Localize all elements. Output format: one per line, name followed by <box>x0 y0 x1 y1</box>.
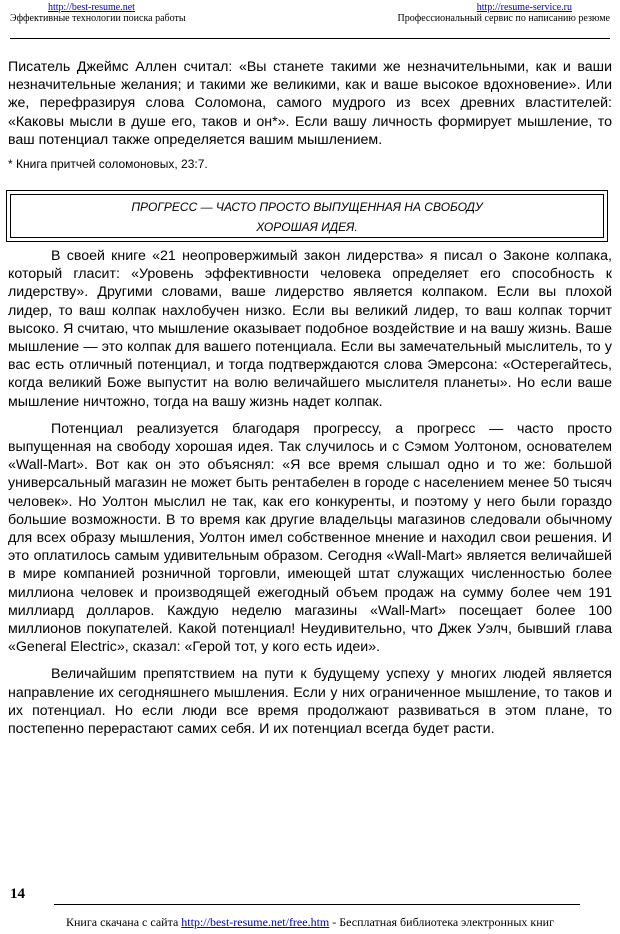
header-right-text: Профессиональный сервис по написанию резюме <box>397 13 610 24</box>
page-number: 14 <box>10 886 25 902</box>
header-left-text: Эффективные технологии поиска работы <box>10 13 186 24</box>
intro-block <box>8 58 612 172</box>
footer-link[interactable]: http://best-resume.net/free.htm <box>181 915 330 929</box>
header-captions <box>10 13 610 25</box>
section-title <box>10 194 604 238</box>
body-paragraph-1: В своей книге «21 неопровержимый закон лидерства» я писал о Законе колпака, который гласит: «Уровень эффективности человека определяет его способность к лидерству». Другими словами, ваше лидерство является колпаком. Если вы плохой лидер, то ваш колпак нахлобучен низко. Если вы великий лидер, то ваш колпак торчит высоко. Я считаю, что мышление оказывает подобное воздействие и на вашу жизнь. Ваше мышление — это колпак для вашего потенциала. Если вы замечательный мыслитель, то у вас есть отличный потенциал, и тогда подтверждаются слова Эмерсона: «Остерегайтесь, когда великий Боже выпустит на волю величайшего мыслителя планеты». Но если ваше мышление ничтожно, тогда на вашу жизнь надет колпак. <box>8 248 612 410</box>
section-title-line1: ПРОГРЕСС — ЧАСТО ПРОСТО ВЫПУЩЕННАЯ НА СВОБОДУ <box>131 200 483 214</box>
body-paragraph-2: Потенциал реализуется благодаря прогрессу, а прогресс — часто просто выпущенная на свободу хорошая идея. Так случилось и с Сэмом Уолтоном, основателем «Wall-Mart». Вот как он это объяснял: «Я все время слышал одно и то же: большой универсальный магазин не может быть рентабелен в городе с населением менее 50 тысяч человек». Но Уолтон мыслил не так, как его конкуренты, и поэтому у него были гораздо большие возможности. В то время как другие владельцы магазинов следовали обычному для всех образу мышления, Уолтон имел собственное мнение и находил свои решения. И это оплатилось самым удивительным образом. Сегодня «Wall-Mart» является величайшей в мире компанией розничной торговли, имеющей штат служащих численностью более миллиона человек и производящей ежегодный объем продаж на сумму более чем 191 миллиард долларов. Каждую неделю магазины «Wall-Mart» посещает более 100 миллионов покупателей. Какой потенциал! Неудивительно, что Джек Уэлч, бывший глава «General Electric», сказал: «Герой тот, у кого есть идеи». <box>8 420 612 656</box>
header-left-link[interactable]: http://best-resume.net <box>48 2 135 13</box>
section-title-box <box>6 190 608 242</box>
body-text <box>8 247 612 738</box>
footer-prefix: Книга скачана с сайта <box>66 915 182 929</box>
footer <box>0 915 620 930</box>
footnote: * Книга притчей соломоновых, 23:7. <box>8 157 208 172</box>
header-right-link[interactable]: http://resume-service.ru <box>476 2 572 13</box>
intro-paragraph: Писатель Джеймс Аллен считал: «Вы станете такими же незначительными, как и ваши незначительные желания; и такими же великими, как и ваше высокое вдохновение». Или же, перефразируя слова Соломона, самого мудрого из всех древних властителей: «Каковы мысли в душе его, таков и он*». Если вашу личность формирует мышление, то ваш потенциал также определяется вашим мышлением. <box>8 59 612 148</box>
section-title-line2: ХОРОШАЯ ИДЕЯ. <box>256 220 358 234</box>
body-paragraph-3: Величайшим препятствием на пути к будущему успеху у многих людей является направление их сегодняшнего мышления. Если у них ограниченное мышление, то таков и их потенциал. Но если люди все время продолжают развиваться в этом плане, то постепенно перерастают самих себя. И их потенциал всегда будет расти. <box>8 666 612 738</box>
footer-suffix: - Бесплатная библиотека электронных книг <box>329 915 554 929</box>
header-divider <box>10 38 610 39</box>
footer-divider <box>54 904 580 905</box>
